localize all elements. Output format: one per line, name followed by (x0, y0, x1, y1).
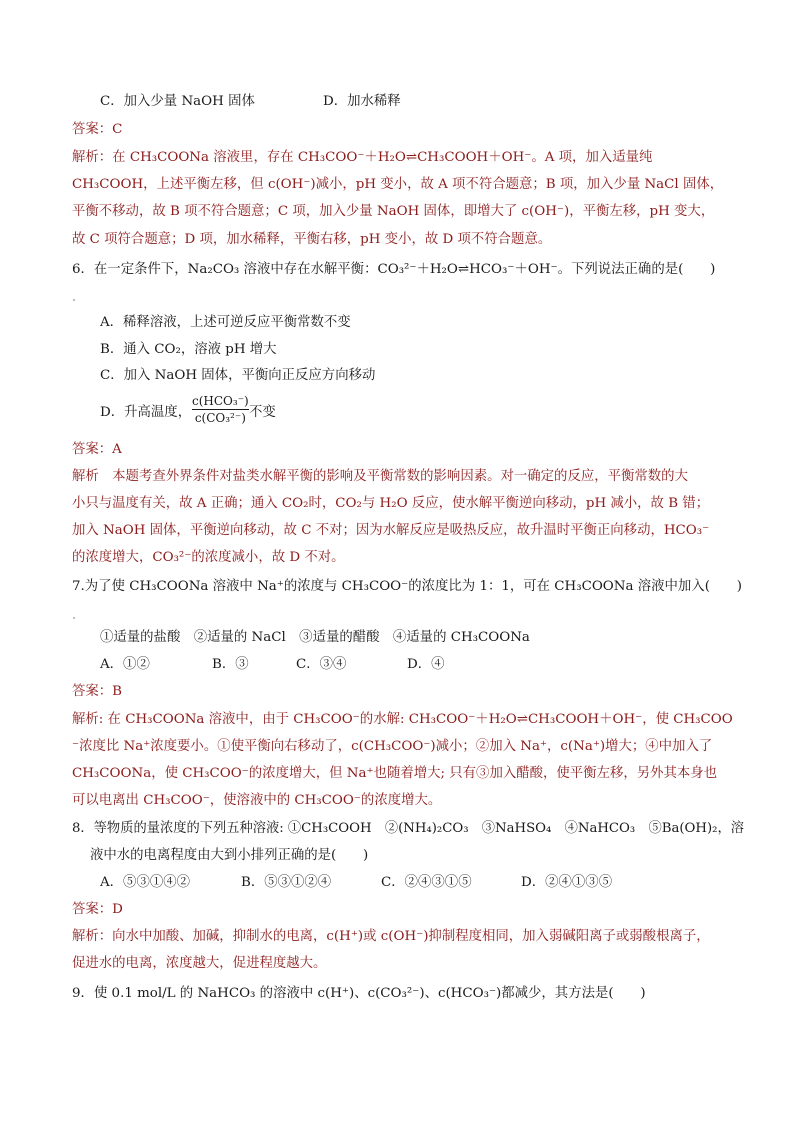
q5-option-c: C．加入少量 NaOH 固体 (100, 94, 255, 109)
q7-stem: 7.为了使 CH₃COONa 溶液中 Na⁺的浓度与 CH₃COO⁻的浓度比为 1：1，可在 CH₃COONa 溶液中加入( ) (72, 579, 742, 594)
q7-explain-line-1: 解析: 在 CH₃COONa 溶液中，由于 CH₃COO⁻的水解: CH₃COO⁻＋H₂O⇌CH₃COOH＋OH⁻，使 CH₃COO (72, 712, 733, 727)
q7-explain-line-4: 可以电离出 CH₃COO⁻，使溶液中的 CH₃COO⁻的浓度增大。 (72, 793, 442, 808)
q8-option-a: A．⑤③①④② (100, 875, 191, 890)
q7-items: ①适量的盐酸 ②适量的 NaCl ③适量的醋酸 ④适量的 CH₃COONa (100, 630, 530, 645)
q8-answer: 答案：D (72, 902, 123, 917)
q6-explain-line-1: 解析 本题考查外界条件对盐类水解平衡的影响及平衡常数的影响因素。对一确定的反应，平衡常数的大 (72, 469, 688, 484)
page-dot (73, 617, 75, 619)
q9-stem: 9．使 0.1 mol/L 的 NaHCO₃ 的溶液中 c(H⁺)、c(CO₃²⁻)、c(HCO₃⁻)都减少，其方法是( ) (72, 986, 646, 1001)
q6-option-d-fraction (192, 394, 249, 425)
q8-explain-line-1: 解析：向水中加酸、加碱，抑制水的电离，c(H⁺)或 c(OH⁻)抑制程度相同，加入弱碱阳离子或弱酸根离子， (72, 929, 710, 944)
q5-explain-line-4: 故 C 项符合题意；D 项，加水稀释，平衡右移，pH 变小，故 D 项不符合题意。 (72, 232, 552, 247)
q7-option-a: A．①② (100, 657, 150, 672)
q7-option-c: C．③④ (296, 657, 347, 672)
q8-option-c: C．②④③①⑤ (381, 875, 472, 890)
q5-answer: 答案：C (72, 122, 123, 137)
fraction-numerator: c(HCO₃⁻) (192, 394, 249, 408)
q8-stem-line-1: 8．等物质的量浓度的下列五种溶液: ①CH₃COOH ②(NH₄)₂CO₃ ③NaHSO₄ ④NaHCO₃ ⑤Ba(OH)₂，溶 (72, 821, 744, 836)
q6-option-b: B．通入 CO₂，溶液 pH 增大 (100, 342, 277, 357)
q5-option-d: D．加水稀释 (323, 94, 401, 109)
q8-stem-line-2: 液中水的电离程度由大到小排列正确的是( ) (90, 848, 369, 863)
q7-answer: 答案：B (72, 684, 123, 699)
q6-explain-line-2: 小只与温度有关，故 A 正确；通入 CO₂时，CO₂与 H₂O 反应，使水解平衡逆向移动，pH 减小，故 B 错； (72, 496, 710, 511)
q8-option-b: B．⑤③①②④ (241, 875, 332, 890)
q7-option-b: B．③ (212, 657, 249, 672)
q6-answer: 答案：A (72, 442, 122, 457)
q8-option-d: D．②④①③⑤ (521, 875, 613, 890)
q6-explain-line-3: 加入 NaOH 固体，平衡逆向移动，故 C 不对；因为水解反应是吸热反应，故升温时平衡正向移动，HCO₃⁻ (72, 523, 710, 538)
q6-option-d-suffix: 不变 (249, 405, 276, 420)
q7-explain-line-2: ⁻浓度比 Na⁺浓度要小。①使平衡向右移动了，c(CH₃COO⁻)减小；②加入 Na⁺，c(Na⁺)增大；④中加入了 (72, 739, 713, 754)
q6-explain-line-4: 的浓度增大，CO₃²⁻的浓度减小，故 D 不对。 (72, 550, 345, 565)
q8-explain-line-2: 促进水的电离，浓度越大，促进程度越大。 (72, 956, 327, 971)
fraction-denominator: c(CO₃²⁻) (194, 411, 246, 425)
q6-option-a: A．稀释溶液，上述可逆反应平衡常数不变 (100, 315, 351, 330)
q5-explain-line-3: 平衡不移动，故 B 项不符合题意；C 项，加入少量 NaOH 固体，即增大了 c(OH⁻)，平衡左移，pH 变大， (72, 204, 715, 219)
q5-explain-line-2: CH₃COOH，上述平衡左移，但 c(OH⁻)减小，pH 变小，故 A 项不符合题意；B 项，加入少量 NaCl 固体， (72, 177, 724, 192)
q6-option-d-prefix: D．升高温度， (100, 405, 192, 420)
q5-explain-line-1: 解析：在 CH₃COONa 溶液里，存在 CH₃COO⁻＋H₂O⇌CH₃COOH＋OH⁻。A 项，加入适量纯 (72, 150, 653, 165)
q6-option-c: C．加入 NaOH 固体，平衡向正反应方向移动 (100, 368, 376, 383)
q7-explain-line-3: CH₃COONa，使 CH₃COO⁻的浓度增大，但 Na⁺也随着增大; 只有③加入醋酸，使平衡左移，另外其本身也 (72, 766, 718, 781)
page-dot (73, 299, 75, 301)
fraction-bar (192, 409, 249, 410)
q7-option-d: D．④ (407, 657, 445, 672)
q6-stem: 6．在一定条件下，Na₂CO₃ 溶液中存在水解平衡：CO₃²⁻＋H₂O⇌HCO₃⁻＋OH⁻。下列说法正确的是( ) (72, 262, 716, 277)
